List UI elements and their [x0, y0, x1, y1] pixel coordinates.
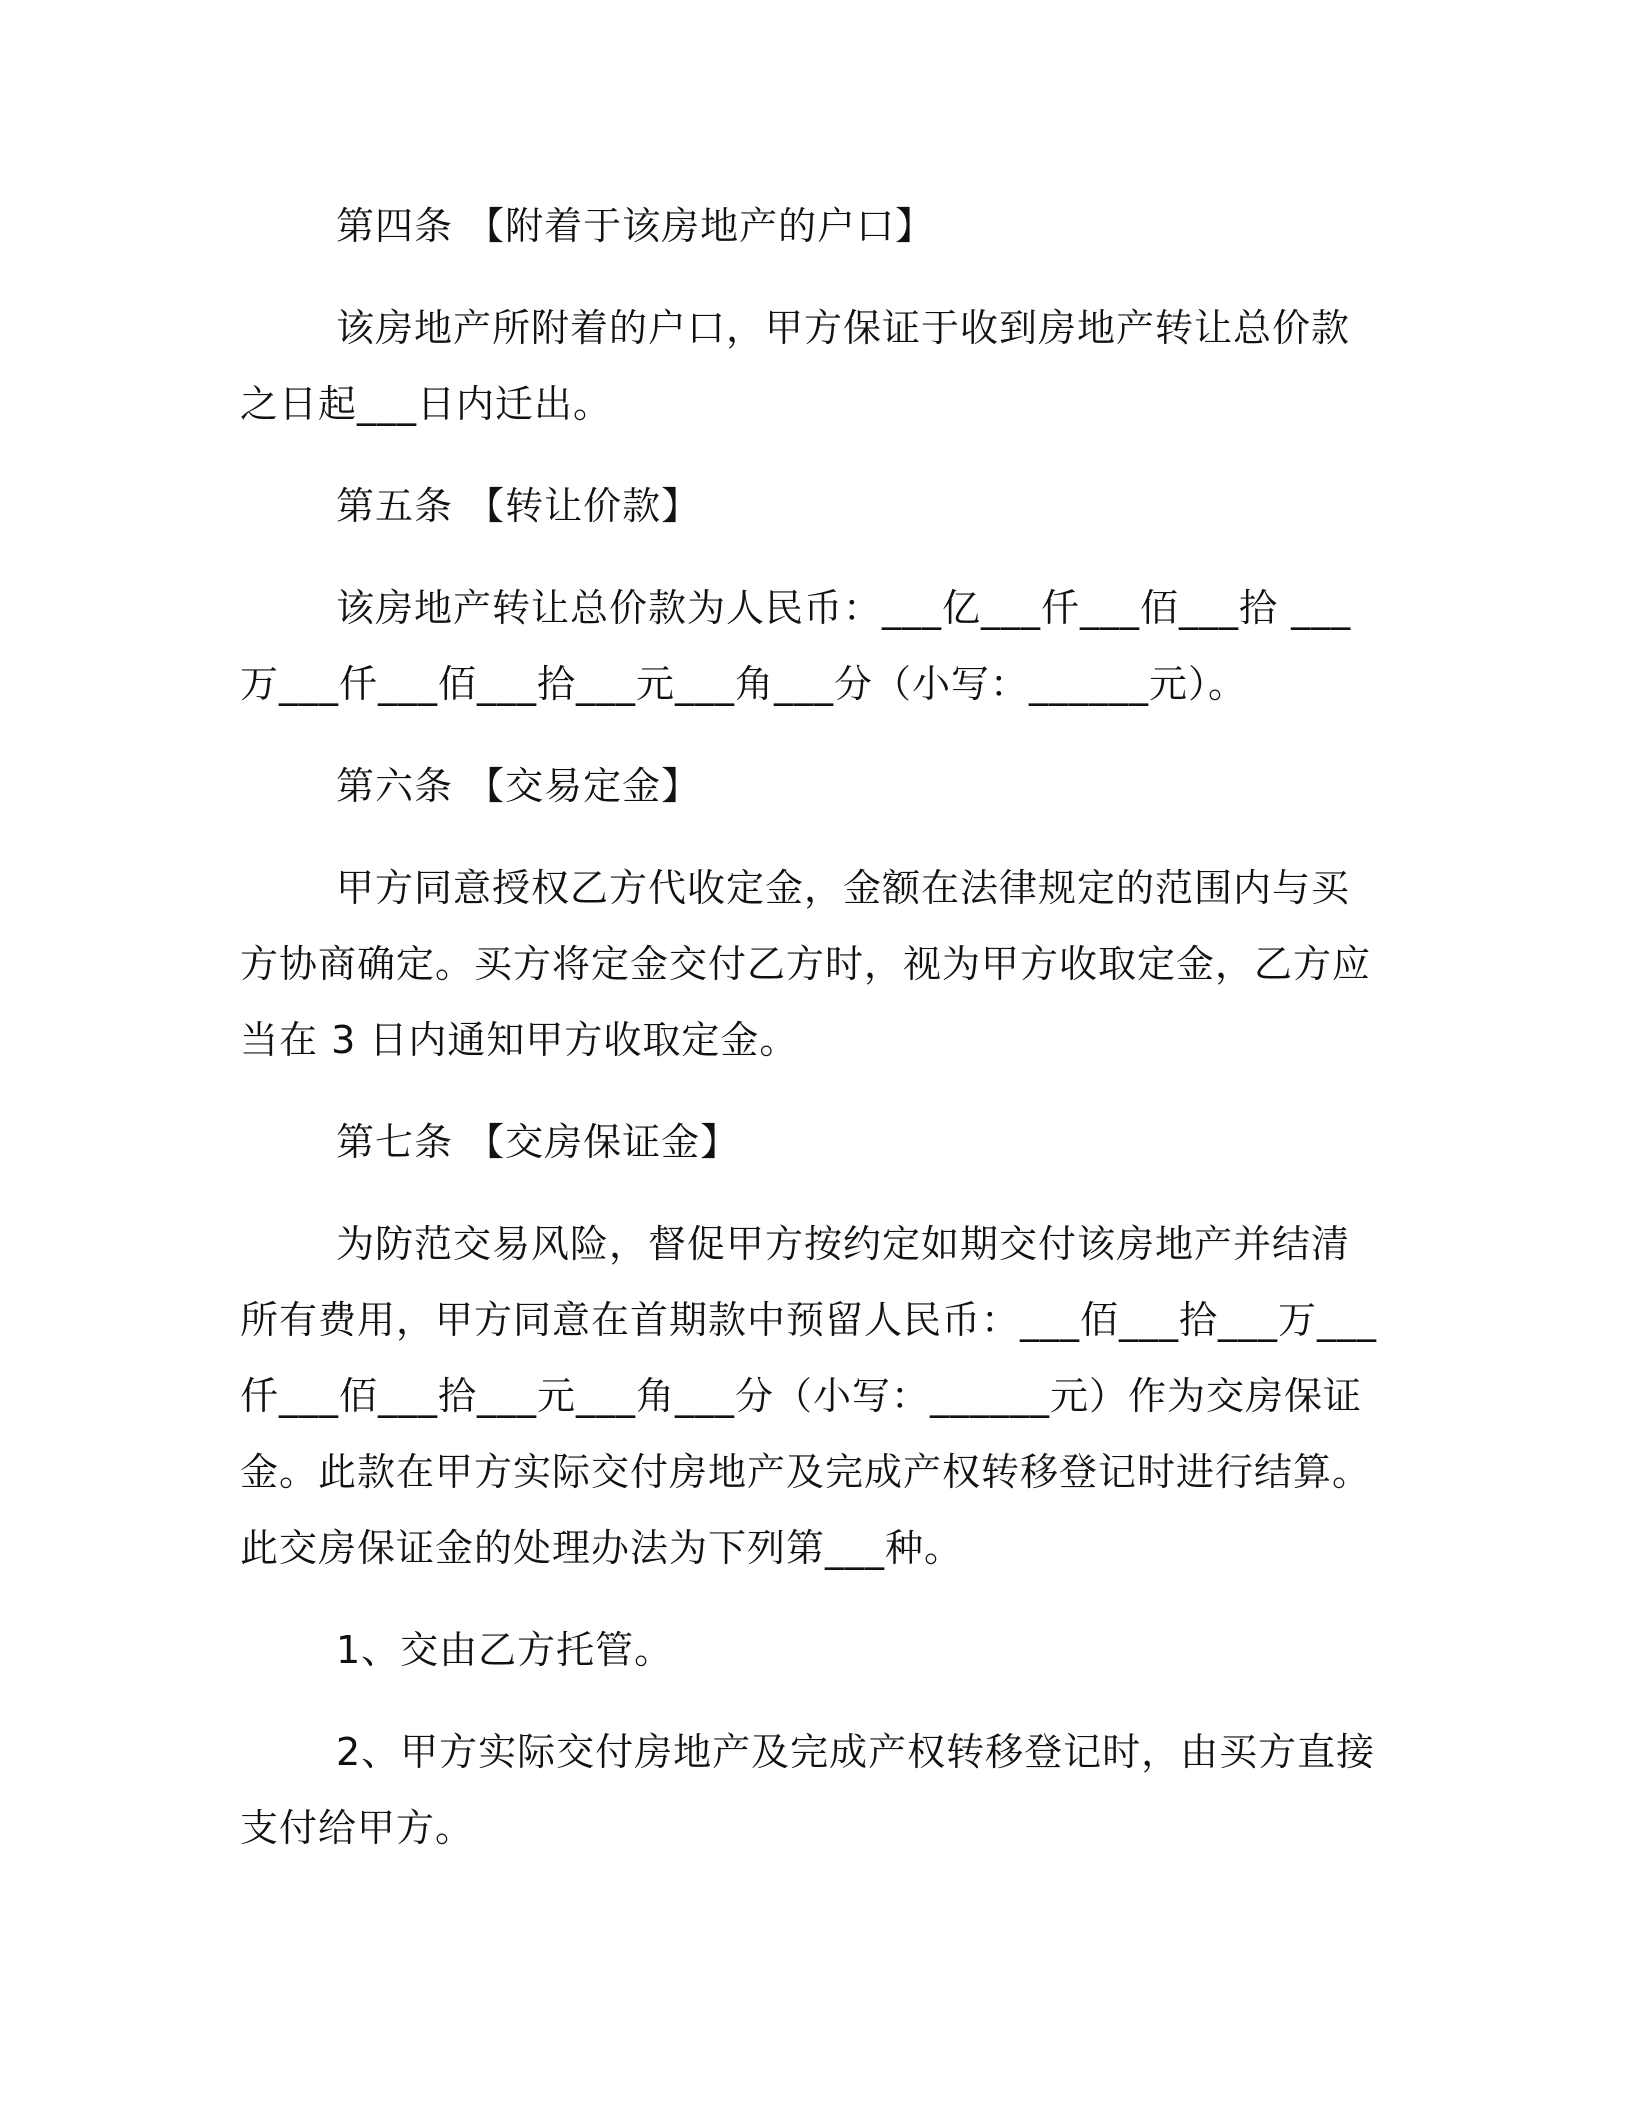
article-7-option-1: 1、交由乙方托管。: [336, 1628, 674, 1672]
article-7-heading: 第七条 【交房保证金】: [336, 1120, 740, 1164]
article-5-heading: 第五条 【转让价款】: [336, 484, 701, 528]
article-6-body: 甲方同意授权乙方代收定金，金额在法律规定的范围内与买方协商确定。买方将定金交付乙方时，视为甲方收取定金，乙方应当在 3 日内通知甲方收取定金。: [240, 866, 1372, 1062]
article-4-heading: 第四条 【附着于该房地产的户口】: [336, 204, 935, 248]
article-5-body: 该房地产转让总价款为人民币：___亿___仟___佰___拾 ___万___仟___佰___拾___元___角___分（小写：______元）。: [240, 586, 1352, 706]
article-4-body: 该房地产所附着的户口，甲方保证于收到房地产转让总价款之日起___日内迁出。: [240, 306, 1351, 426]
article-6-heading: 第六条 【交易定金】: [336, 764, 701, 808]
document-body: [240, 188, 1380, 1892]
article-7-body: 为防范交易风险，督促甲方按约定如期交付该房地产并结清所有费用，甲方同意在首期款中预留人民币：___佰___拾___万___仟___佰___拾___元___角___分（小写：______元）作为交房保证金。此款在甲方实际交付房地产及完成产权转移登记时进行结算。此交房保证金的处理办法为下列第___种。: [240, 1222, 1378, 1570]
article-7-option-2: 2、甲方实际交付房地产及完成产权转移登记时，由买方直接支付给甲方。: [240, 1730, 1376, 1850]
